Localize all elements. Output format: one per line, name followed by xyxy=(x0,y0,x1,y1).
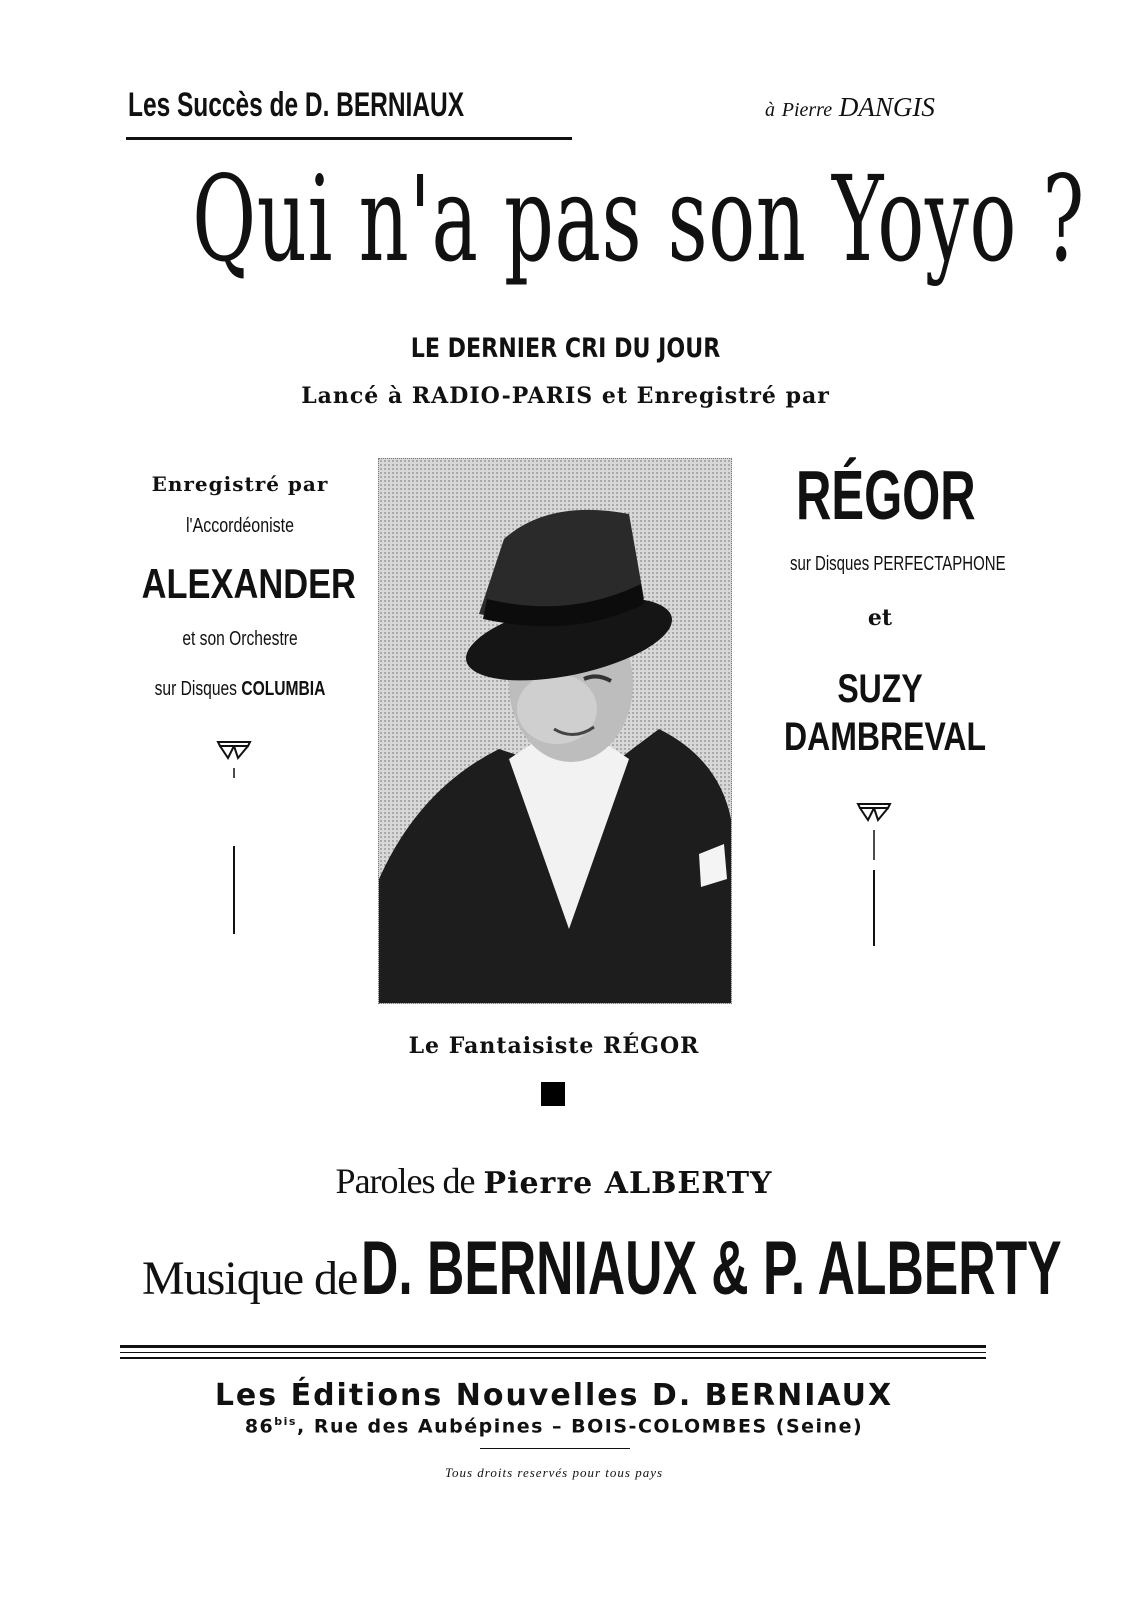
song-title: Qui n'a pas son Yoyo ? xyxy=(192,150,1085,288)
right-disc-brand: PERFECTAPHONE xyxy=(873,553,1006,575)
footer-rule-thick xyxy=(120,1345,986,1348)
left-artist-name: ALEXANDER xyxy=(141,560,356,607)
launch-prefix: Lancé à xyxy=(301,383,404,409)
left-disc-brand: COLUMBIA xyxy=(241,678,326,700)
right-and: et xyxy=(867,605,893,631)
music-credit xyxy=(142,1225,1131,1312)
launch-suffix: et Enregistré par xyxy=(601,383,830,409)
left-recorded-by: Enregistré par xyxy=(151,472,329,496)
series-title: Les Succès de D. BERNIAUX xyxy=(128,86,465,124)
rights-notice: Tous droits reservés pour tous pays xyxy=(444,1465,664,1480)
photo-caption xyxy=(0,1033,1108,1059)
dedication xyxy=(765,92,935,123)
dedication-first-name: Pierre xyxy=(781,99,833,121)
left-role: l'Accordéoniste xyxy=(186,515,294,537)
launch-line xyxy=(0,383,1131,409)
publisher-address xyxy=(0,1415,1108,1437)
address-underline xyxy=(480,1448,630,1449)
performer-photo xyxy=(378,458,732,1004)
right-second-artist-last: DAMBREVAL xyxy=(784,715,987,759)
series-underline xyxy=(126,137,572,140)
caption-name: RÉGOR xyxy=(603,1033,700,1059)
left-ornament-icon xyxy=(214,738,254,968)
lyrics-author: Pierre ALBERTY xyxy=(483,1166,773,1201)
music-label: Musique de xyxy=(142,1252,358,1305)
address-number-suffix: bis xyxy=(274,1415,297,1428)
right-second-artist xyxy=(784,665,987,761)
performer-portrait-icon xyxy=(379,459,731,1003)
music-authors: D. BERNIAUX & P. ALBERTY xyxy=(361,1226,1062,1311)
square-bullet-icon xyxy=(541,1082,565,1106)
footer-rule-lower xyxy=(120,1357,986,1359)
address-number: 86 xyxy=(244,1415,275,1438)
caption-prefix: Le Fantaisiste xyxy=(408,1033,595,1059)
right-second-artist-first: SUZY xyxy=(837,667,923,711)
address-street: , Rue des Aubépines – BOIS-COLOMBES (Seine) xyxy=(296,1415,864,1438)
right-artist-name: RÉGOR xyxy=(796,456,976,534)
left-disc-label xyxy=(146,678,333,701)
publisher-name: Les Éditions Nouvelles D. BERNIAUX xyxy=(214,1378,894,1413)
right-ornament-icon xyxy=(854,800,894,1030)
right-disc-label xyxy=(790,553,1006,576)
song-subtitle: LE DERNIER CRI DU JOUR xyxy=(410,333,721,364)
lyrics-label: Paroles de xyxy=(335,1161,475,1201)
left-orchestra: et son Orchestre xyxy=(182,628,298,650)
dedication-prefix: à xyxy=(765,99,775,121)
right-disc-prefix: sur Disques xyxy=(790,553,870,575)
left-disc-prefix: sur Disques xyxy=(154,678,237,700)
launch-station: RADIO-PARIS xyxy=(411,383,594,409)
footer-rule-thin xyxy=(120,1352,986,1353)
dedication-last-name: DANGIS xyxy=(838,92,935,122)
lyrics-credit xyxy=(0,1160,1108,1202)
